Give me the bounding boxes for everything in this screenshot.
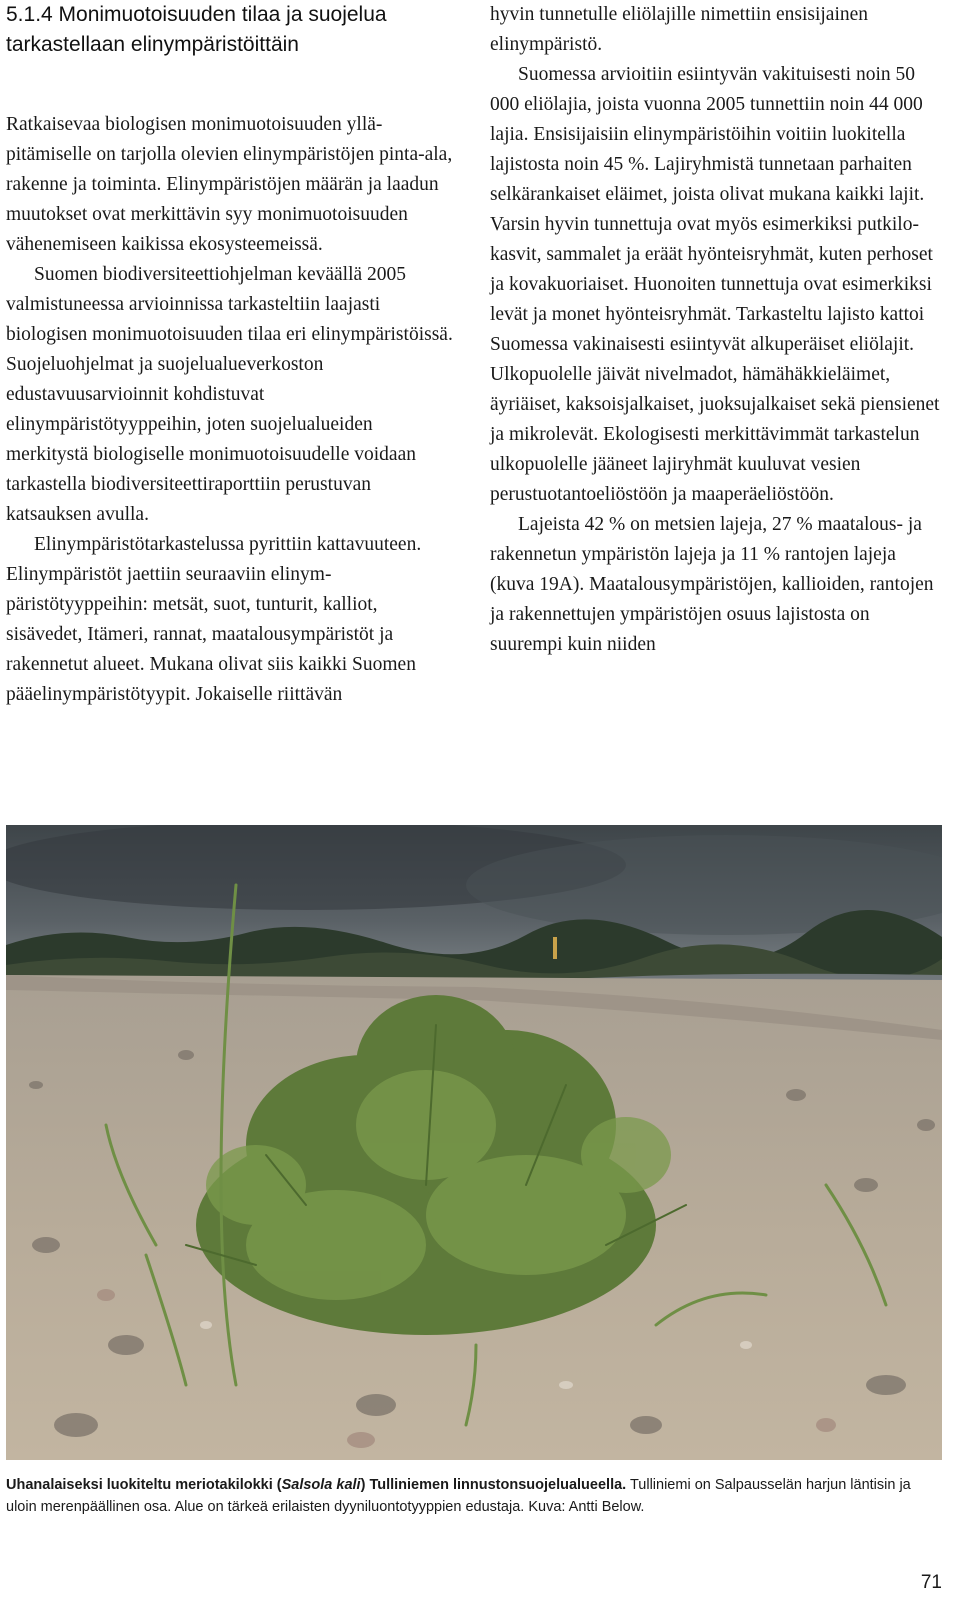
- heading-line-1: 5.1.4 Monimuotoisuuden tilaa ja suojelua: [6, 3, 387, 26]
- right-paragraph-2: Suomessa arvioitiin esiintyvän vakituisesti noin 50 000 eliölajia, joista vuonna 2005 tunnettiin noin 44 000 lajia. Ensisijaisiin elinympäristöihin voitiin luokitella lajistosta noin 45 %. Lajiryhmistä tunnetaan parhaiten selkärankaiset eläimet, joista olivat mukana kaikki lajit. Varsin hyvin tunnettuja ovat myös esimerkiksi putkilokasvit, sammalet ja eräät hyönteisryhmät, kuten perhoset ja kovakuoriaiset. Huonoiten tunnettuja ovat esimerkiksi levät ja monet hyönteisryhmät. Tarkasteltu lajisto kattoi Suomessa vakinaisesti esiintyvät alkuperäiset eliölajit. Ulkopuolelle jäivät nivelmadot, hämähäkkieläimet, äyriäiset, kaksoisjalkaiset, juoksujalkaiset sekä piensienet ja mikrolevät. Ekologisesti merkittävimmät tarkastelun ulkopuolelle jääneet lajiryhmät kuuluvat vesien perustuotantoeliöstöön ja maaperäeliöstöön.: [490, 64, 940, 505]
- heading-line-2: tarkastellaan elinympäristöittäin: [6, 33, 299, 56]
- left-paragraph-1: Ratkaisevaa biologisen monimuotoisuuden ylläpitämiselle on tarjolla olevien elinympäristöjen pinta-ala, rakenne ja toiminta. Elinympäristöjen määrän ja laadun muutokset ovat merkittävin syy monimuotoisuuden vähenemiseen kaikissa ekosysteemeissä.: [6, 114, 453, 255]
- caption-bold-end: ) Tulliniemen linnustonsuojelualueella.: [360, 1477, 627, 1493]
- caption-species: Salsola kali: [281, 1477, 361, 1493]
- left-paragraph-3: Elinympäristötarkastelussa pyrittiin kattavuuteen. Elinympäristöt jaettiin seuraaviin elinympäristötyyppeihin: metsät, suot, tunturit, kalliot, sisävedet, Itämeri, rannat, maatalousympäristöt ja rakennetut alueet. Mukana olivat siis kaikki Suomen pääelinympäristötyypit. Jokaiselle riittävän: [6, 534, 422, 705]
- right-column: [490, 0, 942, 660]
- beach-plant-photo: [6, 825, 942, 1460]
- section-heading: [6, 0, 458, 60]
- caption-text: Tulliniemi on Salpausselän harjun läntisin ja uloin merenpäällinen osa. Alue on tärkeä erilaisten dyyniluontotyyppien edustaja. Kuva: Antti Below.: [6, 1477, 911, 1515]
- right-paragraph-1: hyvin tunnetulle eliölajille nimettiin ensisijainen elinympäristö.: [490, 4, 869, 55]
- photo-caption: [6, 1474, 942, 1518]
- caption-bold-start: Uhanalaiseksi luokiteltu meriotakilokki (: [6, 1477, 282, 1493]
- left-paragraph-2: Suomen biodiversiteettiohjelman keväällä 2005 valmistuneessa arvioinnissa tarkasteltiin laajasti biologisen monimuotoisuuden tilaa eri elinympäristöissä. Suojeluohjelmat ja suojelualueverkoston edustavuusarvioinnit kohdistuvat elinympäristötyyppeihin, joten suojelualueiden merkitystä biologiselle monimuotoisuudelle voidaan tarkastella biodiversiteettiraporttiin perustuvan katsauksen avulla.: [6, 264, 453, 525]
- left-column: [6, 0, 458, 710]
- right-paragraph-3: Lajeista 42 % on metsien lajeja, 27 % maatalous- ja rakennetun ympäristön lajeja ja 11 % rantojen lajeja (kuva 19A). Maatalousympäristöjen, kallioiden, rantojen ja rakennettujen ympäristöjen osuus lajistosta on suurempi kuin niiden: [490, 514, 934, 655]
- page-number: 71: [920, 1572, 942, 1593]
